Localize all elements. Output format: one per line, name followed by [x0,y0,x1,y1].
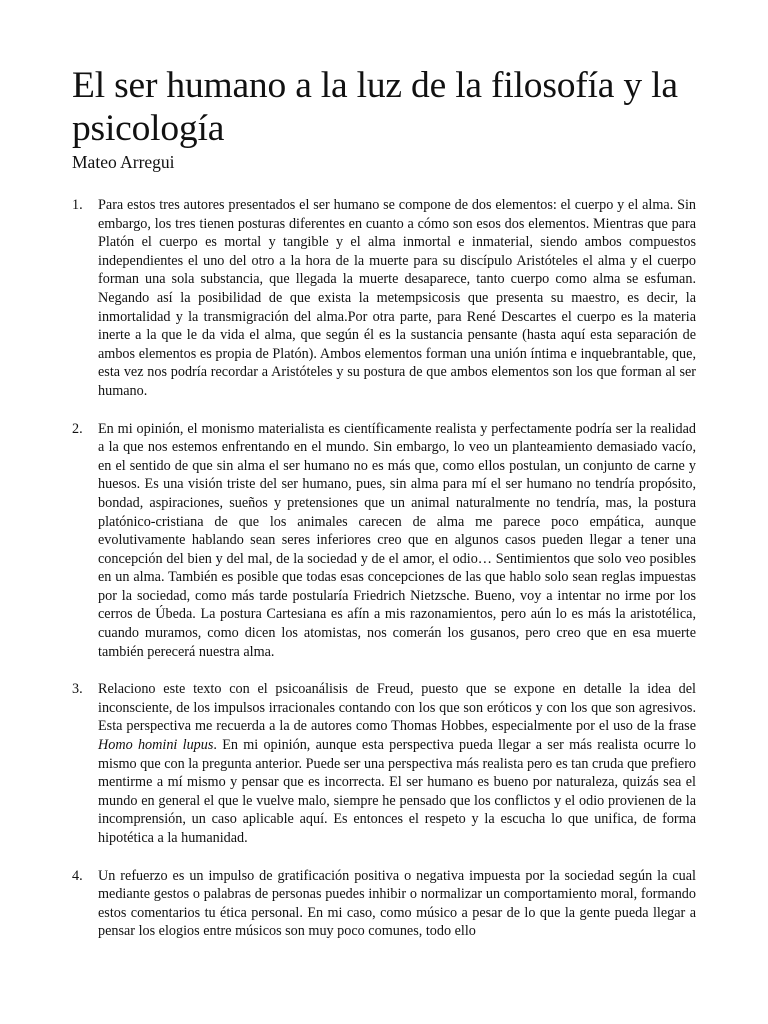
text-segment: . En mi opinión, aunque esta perspectiva pueda llegar a ser más realista ocurre lo mismo que con la pregunta anterior. Puede ser una perspectiva más realista pero es tan cruda que prefiero mentirme a mí mismo y pensar que es incorrecta. El ser humano es bueno por naturaleza, quizás sea el mundo en general el que le vuelve malo, siempre he pensado que los conflictos y el odio provienen de la incomprensión, un caso aplicable aquí. Es entonces el respeto y la escucha lo que unifica, de forma hipotética a la humanidad. [98,737,697,846]
list-item-number: 2. [72,420,83,437]
answer-list [72,196,696,941]
list-item-number: 1. [72,197,83,213]
document-title: El ser humano a la luz de la filosofía y la psicología [72,65,678,149]
list-item [72,196,696,401]
list-item-text: Un refuerzo es un impulso de gratificación positiva o negativa impuesta por la sociedad según la cual mediante gestos o palabras de personas puedes inhibir o normalizar un comportamiento moral, formando estos comentarios tu ética personal. En mi caso, como músico a pesar de lo que la gente pueda llegar a pensar los elogios entre músicos son muy poco comunes, todo ello [98,867,696,940]
list-item-number: 3. [72,681,83,698]
document-page [72,64,696,960]
list-item-number: 4. [72,867,83,884]
list-item-text: Para estos tres autores presentados el ser humano se compone de dos elementos: el cuerpo y el alma. Sin embargo, los tres tienen posturas diferentes en cuanto a cómo son esos dos elementos. Mientras que para Platón el cuerpo es mortal y tangible y el alma inmortal e inmaterial, siendo ambos compuestos independientes el uno del otro a la hora de la muerte para su discípulo Aristóteles el alma y el cuerpo forman una sola substancia, que llegada la muerte desaparece, tanto cuerpo como alma se esfuman. Negando así la posibilidad de que exista la metempsicosis que presenta su maestro, es decir, la inmortalidad y la transmigración del alma.Por otra parte, para René Descartes el cuerpo es la materia inerte a la que le da vida el alma, que según él es la sustancia pensante (hasta aquí esta separación de ambos elementos es propia de Platón). Ambos elementos forman una unión íntima e inquebrantable, que, esta vez nos podría recordar a Aristóteles y su postura de que ambos elementos son los que forman al ser humano. [98,197,696,399]
list-item [72,680,696,847]
list-item [72,420,696,662]
list-item [72,867,696,941]
latin-phrase: Homo homini lupus [98,737,214,754]
list-item-text: En mi opinión, el monismo materialista es científicamente realista y perfectamente podría ser la realidad a la que nos estemos enfrentando en el mundo. Sin embargo, lo veo un planteamiento demasiado vacío, en el sentido de que sin alma el ser humano no es más que, como ellos postulan, un conjunto de carne y huesos. Es una visión triste del ser humano, pues, sin alma para mí el ser humano no tendría propósito, bondad, aspiraciones, sueños y pretensiones que un animal naturalmente no tendría, mas, la postura platónico-cristiana de que los animales carecen de alma me parece poco empática, aunque evolutivamente hablando sean seres inferiores creo que en algunos casos pueden llegar a tener una concepción del bien y del mal, de la sociedad y de el amor, el odio… Sentimientos que solo veo posibles en un alma. También es posible que todas esas concepciones de las que hablo solo sean reglas impuestas por la sociedad, como más tarde postularía Friedrich Nietzsche. Bueno, voy a intentar no irme por los cerros de Úbeda. La postura Cartesiana es afín a mis razonamientos, pero aún lo es más la aristotélica, cuando muramos, como dicen los atomistas, nos comerán los gusanos, pero creo que en esa muerte también perecerá nuestra alma. [98,420,696,660]
document-author: Mateo Arregui [72,152,175,172]
list-item-text [98,680,696,847]
text-segment: Relaciono este texto con el psicoanálisis de Freud, puesto que se expone en detalle la idea del inconsciente, de los impulsos irracionales contando con los que son eróticos y con los que son agresivos. Esta perspectiva me recuerda a la de autores como Thomas Hobbes, especialmente por el uso de la frase [98,681,696,735]
